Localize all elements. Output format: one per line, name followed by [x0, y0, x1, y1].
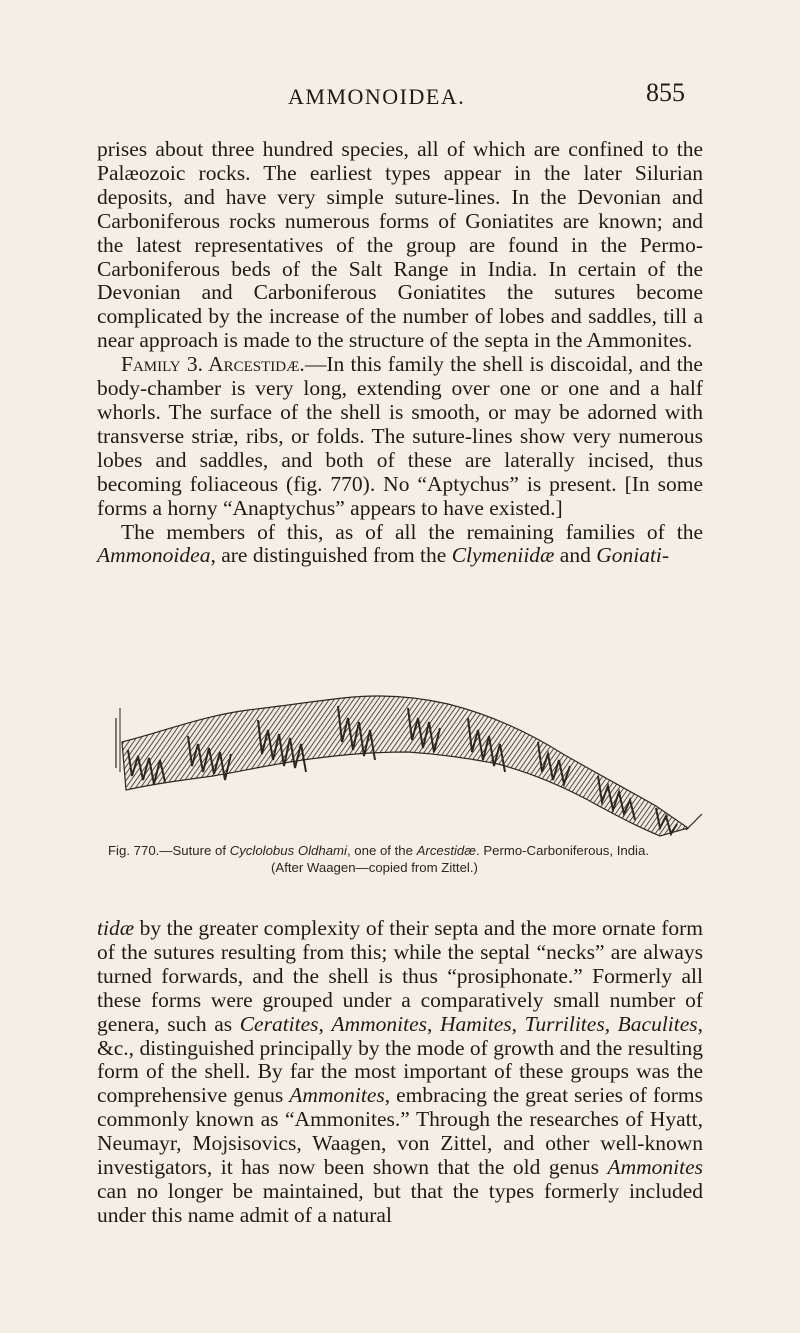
- text-run: ,: [511, 1011, 525, 1036]
- text-run: can no longer be maintained, but that the types formerly included under this name admit of a natural: [97, 1178, 703, 1227]
- text-run: and: [554, 543, 597, 568]
- family-description: —In this family the shell is discoidal, and the body-chamber is very long, extending over one or one and a half whorls. The surface of the shell is smooth, or may be adorned with transverse striæ, ribs, or folds. The suture-lines show very numerous lobes and saddles, and both of these are laterally incised, thus becoming foliaceous (fig. 770). No “Aptychus” is present. [In some forms a horny “Anaptychus” appears to have existed.]: [97, 352, 703, 520]
- text-run: , are distinguished from the: [210, 543, 452, 568]
- text-block-top: [97, 138, 703, 568]
- genus-name: Baculites: [617, 1011, 698, 1036]
- genus-name: Ammonites: [331, 1011, 428, 1036]
- running-head: AMMONOIDEA.: [288, 84, 466, 109]
- paragraph-continuation: prises about three hundred species, all of which are confined to the Palæozoic rocks. The earliest types appear in the later Silurian deposits, and have very simple suture-lines. In the Devonian and Carboniferous rocks numerous forms of Goniatites are known; and the latest representatives of the group are found in the Permo-Carboniferous beds of the Salt Range in India. In certain of the Devonian and Carboniferous Goniatites the sutures become complicated by the increase of the number of lobes and saddles, till a near approach is made to the structure of the septa in the Ammonites.: [97, 137, 703, 353]
- genus-name: Ceratites: [239, 1011, 319, 1036]
- page-header: [0, 78, 800, 118]
- genus-name: Hamites: [440, 1011, 512, 1036]
- family-name: Arcestidæ: [416, 843, 476, 858]
- species-name: Cyclolobus Oldhami: [229, 843, 347, 858]
- text-block-bottom: [97, 917, 703, 1228]
- shell-edge-line: [686, 814, 702, 830]
- paragraph-continued: [97, 917, 703, 1228]
- page-number: 855: [646, 78, 685, 107]
- text-run: ,: [604, 1011, 618, 1036]
- figure-770-suture-illustration: [108, 680, 708, 840]
- shell-band: [122, 696, 688, 836]
- paragraph-members: [97, 521, 703, 569]
- text-run: The members of this, as of all the remaining families of the: [121, 519, 703, 544]
- taxon-name: tidæ: [97, 916, 135, 940]
- figure-caption: [108, 842, 710, 876]
- genus-name: Ammonites: [289, 1083, 385, 1108]
- caption-line: [108, 842, 710, 859]
- genus-name: Turrilites: [524, 1011, 605, 1036]
- text-run: ,: [318, 1011, 332, 1036]
- text-run: , embracing the great series of forms commonly known as “Ammonites.” Through the researches of Hyatt, Neumayr, Mojsisovics, Waagen, von Zittel, and other well-known investigators, it has now been shown that the old genus: [97, 1083, 703, 1180]
- paragraph-family-arcestidae: [97, 353, 703, 520]
- text-run: by the greater complexity of their septa and the more ornate form of the sutures resulting from this; while the septal “necks” are always turned forwards, and the shell is thus “prosiphonate.” Formerly all these forms were grouped under a comparatively small number of genera, such as: [97, 916, 703, 1036]
- text-run: ,: [427, 1011, 440, 1036]
- caption-text: , one of the: [346, 843, 417, 858]
- caption-text: Fig. 770.—Suture of: [108, 843, 230, 858]
- taxon-name: Goniati-: [596, 543, 670, 568]
- taxon-name: Ammonoidea: [97, 543, 211, 568]
- caption-text: . Permo-Carboniferous, India.: [476, 843, 649, 858]
- caption-credit: (After Waagen—copied from Zittel.): [271, 860, 478, 875]
- taxon-name: Clymeniidæ: [451, 543, 555, 568]
- text-run: , &c., distinguished principally by the mode of growth and the resulting form of the shell. By far the most important of these groups was the comprehensive genus: [97, 1011, 704, 1108]
- family-heading: Family 3. Arcestidæ.: [121, 352, 305, 377]
- suture-line-engraving: [108, 680, 708, 840]
- genus-name: Ammonites: [607, 1155, 703, 1180]
